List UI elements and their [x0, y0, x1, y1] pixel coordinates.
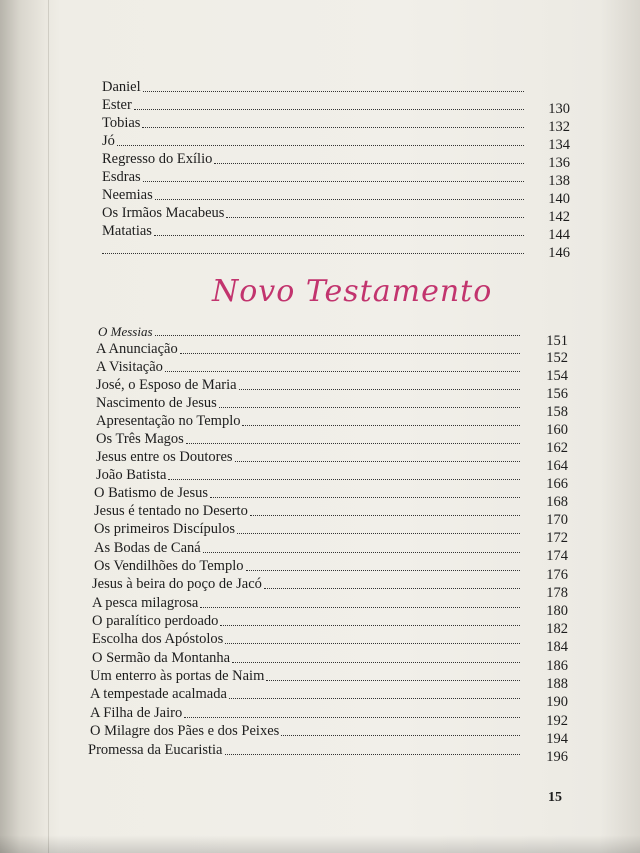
toc-entry	[96, 340, 528, 358]
toc-entry	[102, 96, 532, 114]
toc-entry	[96, 412, 528, 430]
page-number: 132	[548, 119, 570, 135]
toc-entry	[98, 322, 528, 340]
toc-entry	[92, 649, 528, 667]
book-spine	[0, 0, 49, 853]
toc-entry-title: A tempestade acalmada	[90, 686, 227, 702]
page-number: 196	[546, 749, 568, 765]
toc-entry-title: Jesus é tentado no Deserto	[94, 503, 248, 519]
toc-entry	[102, 186, 532, 204]
leader-dots	[143, 181, 524, 182]
toc-entry-title: A Filha de Jairo	[90, 705, 183, 721]
leader-dots	[225, 754, 521, 755]
toc-entry-title: A Visitação	[96, 359, 163, 375]
toc-entry	[90, 722, 528, 740]
toc-entry	[90, 667, 528, 685]
page-number: 176	[546, 567, 568, 583]
leader-line	[102, 240, 532, 258]
page-number: 174	[546, 548, 568, 564]
leader-dots	[154, 235, 524, 236]
toc-entry-title: Esdras	[102, 169, 141, 185]
toc-entry	[92, 612, 528, 630]
toc-entry	[102, 222, 532, 240]
page-number: 156	[546, 386, 568, 402]
toc-entry	[96, 448, 528, 466]
leader-dots	[239, 389, 520, 390]
page-number: 158	[546, 404, 568, 420]
section-heading: Novo Testamento	[212, 274, 493, 309]
page-number: 166	[546, 476, 568, 492]
toc-entry	[102, 78, 532, 96]
toc-entry-title: João Batista	[96, 467, 167, 483]
page-bottom-shadow	[0, 835, 640, 853]
leader-dots	[184, 717, 520, 718]
toc-entry-title: Jó	[102, 133, 115, 149]
toc-entry	[102, 132, 532, 150]
folio: 15	[548, 790, 562, 805]
page-number: 192	[546, 713, 568, 729]
leader-dots	[232, 662, 520, 663]
toc-entry	[92, 575, 528, 593]
toc-entry	[102, 204, 532, 222]
page-number: 190	[546, 694, 568, 710]
toc-entry-title: Os Vendilhões do Templo	[94, 558, 244, 574]
leader-dots	[242, 425, 520, 426]
toc-entry-title: Um enterro às portas de Naim	[90, 668, 265, 684]
toc-entry	[92, 594, 528, 612]
leader-dots	[117, 145, 524, 146]
leader-dots	[210, 497, 520, 498]
page-number: 136	[548, 155, 570, 171]
leader-dots	[219, 407, 520, 408]
toc-entry-title: Ester	[102, 97, 132, 113]
toc-entry-title: Tobias	[102, 115, 141, 131]
toc-entry-title: O Milagre dos Pães e dos Peixes	[90, 723, 280, 739]
toc-entry-title: Matatias	[102, 223, 152, 239]
toc-entry	[102, 150, 532, 168]
leader-dots	[220, 625, 520, 626]
toc-entry-title: A pesca milagrosa	[92, 595, 199, 611]
toc-entry-title: O Messias	[98, 324, 153, 339]
page-number: 180	[546, 603, 568, 619]
leader-dots	[102, 253, 524, 254]
toc-entry	[96, 466, 528, 484]
page-number: 168	[546, 494, 568, 510]
leader-dots	[155, 335, 520, 336]
page-number: 184	[546, 639, 568, 655]
toc-entry-title: José, o Esposo de Maria	[96, 377, 237, 393]
leader-dots	[250, 515, 520, 516]
toc-entry	[96, 394, 528, 412]
page-number: 130	[548, 101, 570, 117]
leader-dots	[134, 109, 524, 110]
leader-dots	[155, 199, 524, 200]
leader-dots	[200, 607, 520, 608]
toc-entry	[96, 430, 528, 448]
page-number: 186	[546, 658, 568, 674]
toc-entry	[92, 630, 528, 648]
toc-entry-title: Jesus entre os Doutores	[96, 449, 233, 465]
page-number: 182	[546, 621, 568, 637]
page-number: 138	[548, 173, 570, 189]
page-number: 144	[548, 227, 570, 243]
page-number: 194	[546, 731, 568, 747]
toc-entry	[102, 114, 532, 132]
toc-entry	[90, 685, 528, 703]
toc-entry-title: Neemias	[102, 187, 153, 203]
toc-entry	[102, 168, 532, 186]
leader-dots	[264, 588, 520, 589]
leader-dots	[225, 643, 520, 644]
page-number: 172	[546, 530, 568, 546]
page-number: 154	[546, 368, 568, 384]
page-number: 134	[548, 137, 570, 153]
toc-entry-title: Os Irmãos Macabeus	[102, 205, 225, 221]
toc-entry-title: Jesus à beira do poço de Jacó	[92, 576, 262, 592]
toc-entry-title: Os Três Magos	[96, 431, 184, 447]
toc-entry	[94, 502, 528, 520]
toc-entry	[90, 704, 528, 722]
leader-dots	[214, 163, 524, 164]
toc-entry	[88, 741, 528, 759]
leader-dots	[168, 479, 520, 480]
toc-entry	[94, 557, 528, 575]
leader-dots	[246, 570, 521, 571]
leader-dots	[281, 735, 520, 736]
leader-dots	[226, 217, 524, 218]
page-number: 146	[548, 245, 570, 261]
leader-dots	[229, 698, 520, 699]
page-number: 162	[546, 440, 568, 456]
toc-entry-title: Daniel	[102, 79, 141, 95]
page-number: 164	[546, 458, 568, 474]
leader-dots	[203, 552, 520, 553]
toc-entry-title: As Bodas de Caná	[94, 540, 201, 556]
toc-entry-title: A Anunciação	[96, 341, 178, 357]
page-number: 178	[546, 585, 568, 601]
toc-entry	[94, 484, 528, 502]
leader-dots	[143, 91, 524, 92]
leader-dots	[180, 353, 520, 354]
toc-entry-title: Nascimento de Jesus	[96, 395, 217, 411]
toc-entry	[94, 520, 528, 538]
toc-entry-title: O Batismo de Jesus	[94, 485, 208, 501]
toc-entry-title: O paralítico perdoado	[92, 613, 219, 629]
toc-entry-title: Os primeiros Discípulos	[94, 521, 235, 537]
toc-entry	[96, 376, 528, 394]
page-number: 152	[546, 350, 568, 366]
toc-entry	[94, 539, 528, 557]
toc-entry-title: Promessa da Eucaristia	[88, 742, 223, 758]
leader-dots	[186, 443, 520, 444]
page-number: 151	[546, 333, 568, 349]
leader-dots	[235, 461, 520, 462]
page-number: 170	[546, 512, 568, 528]
toc-entry-title: O Sermão da Montanha	[92, 650, 231, 666]
leader-dots	[237, 533, 520, 534]
leader-dots	[266, 680, 520, 681]
page-number: 188	[546, 676, 568, 692]
page-number: 140	[548, 191, 570, 207]
leader-dots	[142, 127, 524, 128]
page-number: 142	[548, 209, 570, 225]
toc-entry-title: Escolha dos Apóstolos	[92, 631, 224, 647]
page-number: 160	[546, 422, 568, 438]
leader-dots	[165, 371, 520, 372]
toc-entry-title: Apresentação no Templo	[96, 413, 241, 429]
toc-entry-title: Regresso do Exílio	[102, 151, 213, 167]
toc-entry	[96, 358, 528, 376]
